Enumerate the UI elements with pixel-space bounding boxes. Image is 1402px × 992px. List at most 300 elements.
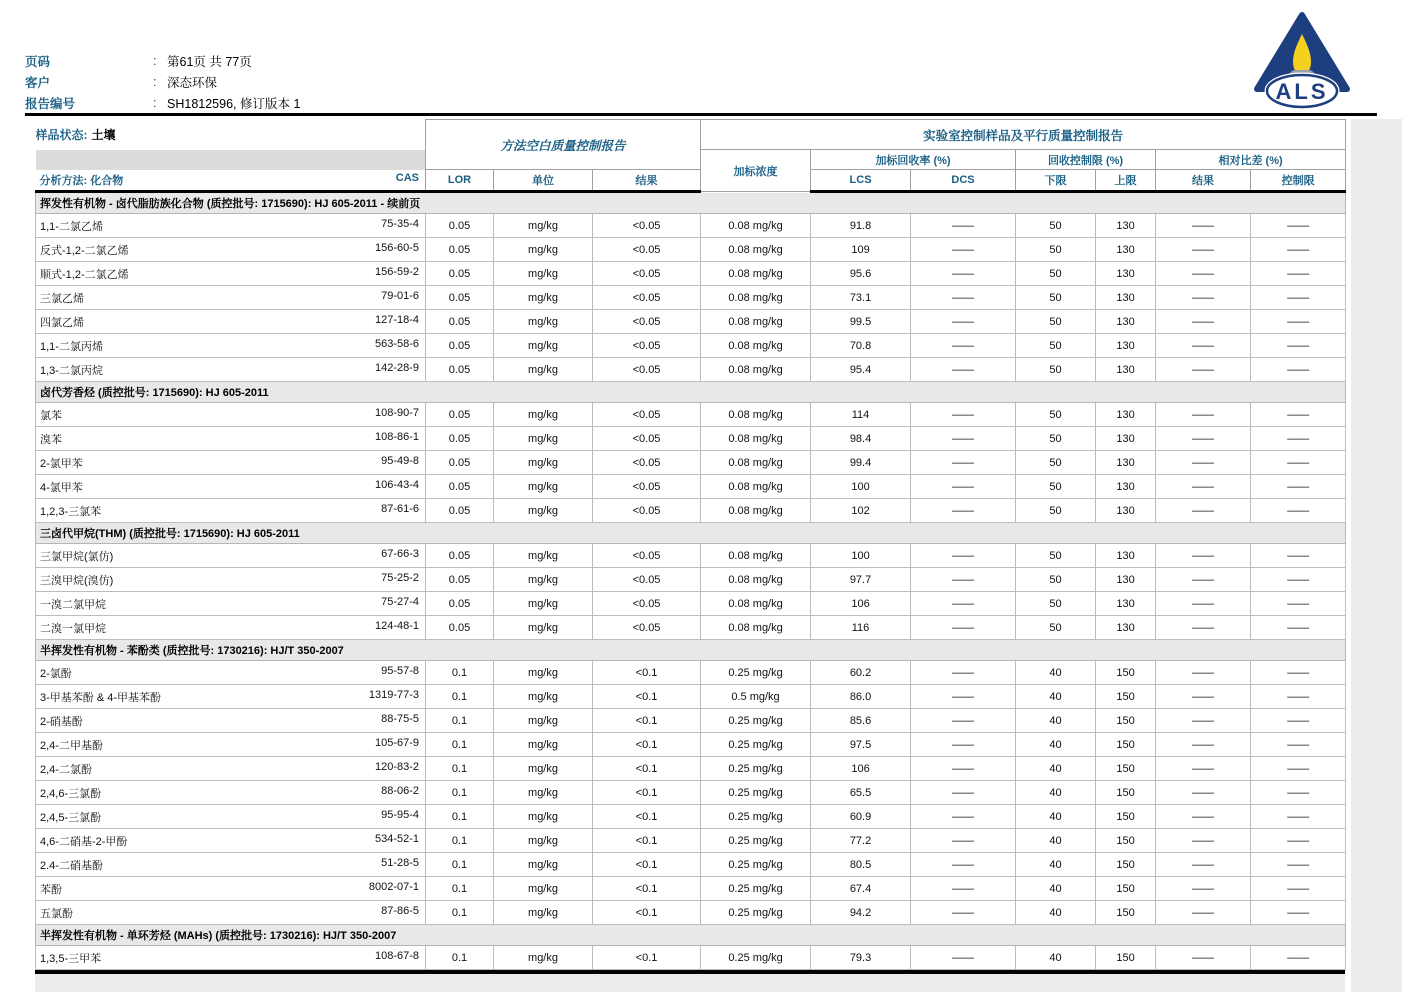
blank-result-cell: <0.1 <box>593 877 701 901</box>
rpd-limit-cell: —— <box>1251 661 1346 685</box>
rpd-limit-cell: —— <box>1251 310 1346 334</box>
compound-cell <box>36 451 426 475</box>
compound-cell <box>36 214 426 238</box>
separator: : <box>153 95 157 110</box>
table-row <box>36 805 1346 829</box>
upper-limit-cell: 150 <box>1096 781 1156 805</box>
spike-conc-cell: 0.25 mg/kg <box>701 829 811 853</box>
lower-limit-cell: 50 <box>1016 403 1096 427</box>
spike-conc-cell: 0.08 mg/kg <box>701 499 811 523</box>
upper-limit-cell: 130 <box>1096 544 1156 568</box>
compound-name: 氯苯 <box>40 409 62 422</box>
rpd-limit-cell: —— <box>1251 616 1346 640</box>
lower-limit-cell: 50 <box>1016 427 1096 451</box>
rpd-result-cell: —— <box>1156 544 1251 568</box>
qc-table-wrap <box>35 119 1345 992</box>
blank-result-cell: <0.1 <box>593 661 701 685</box>
compound-name: 反式-1,2-二氯乙烯 <box>40 244 129 257</box>
compound-name: 1,3,5-三甲苯 <box>40 952 102 965</box>
compound-name: 1,2,3-三氯苯 <box>40 505 102 518</box>
lor-cell: 0.05 <box>426 334 494 358</box>
rpd-limit-cell: —— <box>1251 358 1346 382</box>
dcs-recovery-cell: —— <box>911 544 1016 568</box>
compound-name: 2-氯甲苯 <box>40 457 83 470</box>
lcs-recovery-cell: 73.1 <box>811 286 911 310</box>
lor-cell: 0.05 <box>426 286 494 310</box>
upper-limit-cell: 130 <box>1096 427 1156 451</box>
als-logo-icon <box>1252 10 1352 112</box>
lower-limit-cell: 50 <box>1016 544 1096 568</box>
cas-number: 8002-07-1 <box>368 880 420 893</box>
blank-result-cell: <0.1 <box>593 853 701 877</box>
rpd-result-cell: —— <box>1156 616 1251 640</box>
lor-cell: 0.05 <box>426 214 494 238</box>
rpd-result-cell: —— <box>1156 946 1251 970</box>
dcs-recovery-cell: —— <box>911 334 1016 358</box>
dcs-recovery-cell: —— <box>911 805 1016 829</box>
upper-limit-cell: 130 <box>1096 214 1156 238</box>
compound-cell <box>36 403 426 427</box>
spike-conc-cell: 0.25 mg/kg <box>701 853 811 877</box>
compound-name: 2.4-二硝基酚 <box>40 859 103 872</box>
lor-cell: 0.1 <box>426 685 494 709</box>
upper-limit-cell: 130 <box>1096 568 1156 592</box>
rpd-limit-cell: —— <box>1251 238 1346 262</box>
dcs-recovery-cell: —— <box>911 238 1016 262</box>
compound-name: 2-氯酚 <box>40 667 72 680</box>
table-row <box>36 901 1346 925</box>
compound-cell <box>36 334 426 358</box>
blank-result-cell: <0.05 <box>593 334 701 358</box>
blank-result-cell: <0.1 <box>593 805 701 829</box>
right-margin-strip <box>1351 119 1402 992</box>
upper-limit-cell: 130 <box>1096 475 1156 499</box>
dcs-recovery-cell: —— <box>911 901 1016 925</box>
lor-cell: 0.05 <box>426 616 494 640</box>
spike-conc-header: 加标浓度 <box>701 150 811 192</box>
rpd-limit-cell: —— <box>1251 499 1346 523</box>
spike-conc-cell: 0.08 mg/kg <box>701 358 811 382</box>
table-row <box>36 214 1346 238</box>
cas-number: 79-01-6 <box>381 289 420 302</box>
blank-result-cell: <0.05 <box>593 616 701 640</box>
upper-limit-cell: 150 <box>1096 757 1156 781</box>
table-row <box>36 616 1346 640</box>
lcs-recovery-cell: 95.6 <box>811 262 911 286</box>
lower-limit-cell: 40 <box>1016 853 1096 877</box>
sample-state-label: 样品状态: <box>35 127 88 142</box>
blank-result-cell: <0.05 <box>593 475 701 499</box>
lower-limit-cell: 40 <box>1016 661 1096 685</box>
lor-cell: 0.05 <box>426 544 494 568</box>
compound-cell <box>36 661 426 685</box>
spike-conc-cell: 0.25 mg/kg <box>701 901 811 925</box>
compound-cell <box>36 805 426 829</box>
rpd-limit-cell: —— <box>1251 709 1346 733</box>
unit-cell: mg/kg <box>494 334 593 358</box>
rpd-limit-cell: —— <box>1251 733 1346 757</box>
lor-cell: 0.05 <box>426 358 494 382</box>
spike-conc-cell: 0.25 mg/kg <box>701 733 811 757</box>
compound-name: 溴苯 <box>40 433 62 446</box>
method-blank-report-title: 方法空白质量控制报告 <box>426 120 701 170</box>
cas-number: 563-58-6 <box>374 337 420 350</box>
lor-cell: 0.1 <box>426 946 494 970</box>
rpd-limit-cell: —— <box>1251 286 1346 310</box>
cas-number: 108-67-8 <box>374 949 420 962</box>
blank-result-cell: <0.1 <box>593 946 701 970</box>
dcs-recovery-cell: —— <box>911 475 1016 499</box>
table-row <box>36 853 1346 877</box>
rpd-limit-cell: —— <box>1251 805 1346 829</box>
rpd-limit-cell: —— <box>1251 451 1346 475</box>
lor-cell: 0.1 <box>426 901 494 925</box>
spike-conc-cell: 0.25 mg/kg <box>701 877 811 901</box>
rpd-result-cell: —— <box>1156 901 1251 925</box>
rpd-limit-cell: —— <box>1251 262 1346 286</box>
upper-limit-cell: 130 <box>1096 238 1156 262</box>
upper-limit-cell: 130 <box>1096 403 1156 427</box>
unit-cell: mg/kg <box>494 781 593 805</box>
lcs-recovery-cell: 79.3 <box>811 946 911 970</box>
cas-number: 95-57-8 <box>381 664 420 677</box>
dcs-recovery-cell: —— <box>911 781 1016 805</box>
dcs-recovery-cell: —— <box>911 499 1016 523</box>
compound-name: 三溴甲烷(溴仿) <box>40 574 114 587</box>
compound-cell <box>36 709 426 733</box>
unit-cell: mg/kg <box>494 946 593 970</box>
compound-cell <box>36 544 426 568</box>
cas-number: 106-43-4 <box>374 478 420 491</box>
upper-limit-cell: 150 <box>1096 877 1156 901</box>
upper-limit-cell: 130 <box>1096 334 1156 358</box>
cas-number: 88-75-5 <box>381 712 420 725</box>
lower-limit-cell: 50 <box>1016 475 1096 499</box>
rpd-result-cell: —— <box>1156 286 1251 310</box>
compound-name: 4-氯甲苯 <box>40 481 83 494</box>
lower-limit-cell: 50 <box>1016 568 1096 592</box>
compound-cell <box>36 733 426 757</box>
section-title: 三卤代甲烷(THM) (质控批号: 1715690): HJ 605-2011 <box>36 523 1346 544</box>
compound-cell <box>36 475 426 499</box>
cas-number: 127-18-4 <box>374 313 420 326</box>
lcs-recovery-cell: 77.2 <box>811 829 911 853</box>
lcs-recovery-cell: 67.4 <box>811 877 911 901</box>
upper-limit-cell: 130 <box>1096 286 1156 310</box>
section-title: 半挥发性有机物 - 苯酚类 (质控批号: 1730216): HJ/T 350-2007 <box>36 640 1346 661</box>
lor-cell: 0.05 <box>426 427 494 451</box>
rpd-result-cell: —— <box>1156 451 1251 475</box>
lower-limit-cell: 40 <box>1016 733 1096 757</box>
section-title: 半挥发性有机物 - 单环芳烃 (MAHs) (质控批号: 1730216): HJ/T 350-2007 <box>36 925 1346 946</box>
blank-result-cell: <0.05 <box>593 592 701 616</box>
table-row <box>36 238 1346 262</box>
upper-limit-header: 上限 <box>1096 170 1156 192</box>
compound-cell <box>36 358 426 382</box>
lor-cell: 0.1 <box>426 709 494 733</box>
unit-cell: mg/kg <box>494 475 593 499</box>
rpd-result-cell: —— <box>1156 685 1251 709</box>
compound-name: 2,4-二氯酚 <box>40 763 92 776</box>
lcs-recovery-cell: 116 <box>811 616 911 640</box>
unit-cell: mg/kg <box>494 568 593 592</box>
rpd-limit-cell: —— <box>1251 475 1346 499</box>
rpd-result-cell: —— <box>1156 877 1251 901</box>
rpd-result-cell: —— <box>1156 661 1251 685</box>
unit-cell: mg/kg <box>494 262 593 286</box>
compound-name: 五氯酚 <box>40 907 73 920</box>
unit-cell: mg/kg <box>494 829 593 853</box>
section-header-row <box>36 523 1346 544</box>
upper-limit-cell: 150 <box>1096 709 1156 733</box>
compound-name: 三氯乙烯 <box>40 292 84 305</box>
rpd-result-cell: —— <box>1156 853 1251 877</box>
lcs-recovery-cell: 95.4 <box>811 358 911 382</box>
blank-result-cell: <0.1 <box>593 757 701 781</box>
lcs-recovery-cell: 91.8 <box>811 214 911 238</box>
lor-cell: 0.05 <box>426 592 494 616</box>
compound-cell <box>36 685 426 709</box>
blank-result-cell: <0.05 <box>593 310 701 334</box>
section-header-row <box>36 192 1346 214</box>
rpd-limit-header: 控制限 <box>1251 170 1346 192</box>
rpd-result-cell: —— <box>1156 403 1251 427</box>
dcs-recovery-cell: —— <box>911 451 1016 475</box>
lcs-recovery-cell: 102 <box>811 499 911 523</box>
unit-cell: mg/kg <box>494 214 593 238</box>
compound-name: 2-硝基酚 <box>40 715 83 728</box>
unit-cell: mg/kg <box>494 499 593 523</box>
table-row <box>36 310 1346 334</box>
table-row <box>36 568 1346 592</box>
cas-header: CAS <box>395 171 420 184</box>
lor-cell: 0.05 <box>426 568 494 592</box>
method-compound-header <box>36 170 426 192</box>
spike-conc-cell: 0.08 mg/kg <box>701 451 811 475</box>
blank-result-cell: <0.05 <box>593 262 701 286</box>
compound-name: 2,4,5-三氯酚 <box>40 811 102 824</box>
info-row-client <box>25 71 300 92</box>
blank-result-cell: <0.05 <box>593 238 701 262</box>
spike-conc-cell: 0.08 mg/kg <box>701 544 811 568</box>
lcs-recovery-cell: 60.2 <box>811 661 911 685</box>
unit-cell: mg/kg <box>494 310 593 334</box>
compound-name: 二溴一氯甲烷 <box>40 622 106 635</box>
upper-limit-cell: 130 <box>1096 358 1156 382</box>
cas-number: 142-28-9 <box>374 361 420 374</box>
table-row <box>36 781 1346 805</box>
lcs-recovery-cell: 98.4 <box>811 427 911 451</box>
lor-cell: 0.1 <box>426 781 494 805</box>
rpd-result-cell: —— <box>1156 358 1251 382</box>
blank-result-cell: <0.05 <box>593 544 701 568</box>
lower-limit-cell: 50 <box>1016 214 1096 238</box>
dcs-recovery-cell: —— <box>911 358 1016 382</box>
lcs-recovery-cell: 70.8 <box>811 334 911 358</box>
rpd-limit-cell: —— <box>1251 427 1346 451</box>
cas-number: 108-86-1 <box>374 430 420 443</box>
section-title: 挥发性有机物 - 卤代脂肪族化合物 (质控批号: 1715690): HJ 605-2011 - 续前页 <box>36 192 1346 214</box>
dcs-recovery-cell: —— <box>911 616 1016 640</box>
table-row <box>36 262 1346 286</box>
unit-cell: mg/kg <box>494 238 593 262</box>
upper-limit-cell: 150 <box>1096 805 1156 829</box>
blank-result-cell: <0.1 <box>593 829 701 853</box>
unit-cell: mg/kg <box>494 757 593 781</box>
lower-limit-cell: 40 <box>1016 709 1096 733</box>
logo-text: ALS <box>1275 79 1329 104</box>
cas-number: 67-66-3 <box>381 547 420 560</box>
cas-number: 87-61-6 <box>381 502 420 515</box>
spike-conc-cell: 0.08 mg/kg <box>701 214 811 238</box>
qc-table <box>35 119 1346 970</box>
info-row-report-no <box>25 92 300 113</box>
lower-limit-cell: 40 <box>1016 901 1096 925</box>
lor-cell: 0.1 <box>426 757 494 781</box>
unit-cell: mg/kg <box>494 853 593 877</box>
unit-cell: mg/kg <box>494 709 593 733</box>
lor-cell: 0.05 <box>426 499 494 523</box>
rpd-result-cell: —— <box>1156 475 1251 499</box>
rpd-limit-cell: —— <box>1251 901 1346 925</box>
table-header-row-1 <box>36 120 1346 150</box>
compound-cell <box>36 238 426 262</box>
compound-cell <box>36 901 426 925</box>
recovery-limits-header: 回收控制限 (%) <box>1016 150 1156 170</box>
spike-conc-cell: 0.08 mg/kg <box>701 568 811 592</box>
compound-cell <box>36 616 426 640</box>
compound-name: 2,4,6-三氯酚 <box>40 787 102 800</box>
rpd-limit-cell: —— <box>1251 685 1346 709</box>
method-compound-label: 分析方法: 化合物 <box>39 174 124 187</box>
upper-limit-cell: 150 <box>1096 901 1156 925</box>
lcs-recovery-cell: 99.5 <box>811 310 911 334</box>
rpd-result-cell: —— <box>1156 781 1251 805</box>
cas-number: 75-27-4 <box>381 595 420 608</box>
lor-cell: 0.05 <box>426 310 494 334</box>
rpd-result-cell: —— <box>1156 262 1251 286</box>
sample-state <box>36 120 426 150</box>
cas-number: 88-06-2 <box>381 784 420 797</box>
blank-result-cell: <0.1 <box>593 733 701 757</box>
dcs-recovery-cell: —— <box>911 733 1016 757</box>
dcs-header: DCS <box>911 170 1016 192</box>
cas-number: 120-83-2 <box>374 760 420 773</box>
lor-cell: 0.05 <box>426 451 494 475</box>
spike-conc-cell: 0.08 mg/kg <box>701 616 811 640</box>
dcs-recovery-cell: —— <box>911 592 1016 616</box>
dcs-recovery-cell: —— <box>911 310 1016 334</box>
lcs-recovery-cell: 114 <box>811 403 911 427</box>
rpd-result-cell: —— <box>1156 310 1251 334</box>
spike-conc-cell: 0.08 mg/kg <box>701 475 811 499</box>
dcs-recovery-cell: —— <box>911 853 1016 877</box>
unit-cell: mg/kg <box>494 616 593 640</box>
report-no-value: SH1812596, 修订版本 1 <box>167 96 301 111</box>
spike-conc-cell: 0.08 mg/kg <box>701 238 811 262</box>
rpd-result-cell: —— <box>1156 568 1251 592</box>
compound-name: 三氯甲烷(氯仿) <box>40 550 114 563</box>
lcs-recovery-cell: 97.7 <box>811 568 911 592</box>
compound-cell <box>36 781 426 805</box>
dcs-recovery-cell: —— <box>911 829 1016 853</box>
compound-cell <box>36 592 426 616</box>
cas-number: 124-48-1 <box>374 619 420 632</box>
table-row <box>36 451 1346 475</box>
rpd-result-cell: —— <box>1156 733 1251 757</box>
cas-number: 534-52-1 <box>374 832 420 845</box>
table-row <box>36 877 1346 901</box>
unit-header: 单位 <box>494 170 593 192</box>
lower-limit-cell: 40 <box>1016 685 1096 709</box>
cas-number: 75-25-2 <box>381 571 420 584</box>
cas-number: 108-90-7 <box>374 406 420 419</box>
compound-cell <box>36 262 426 286</box>
blank-result-header: 结果 <box>593 170 701 192</box>
lower-limit-cell: 50 <box>1016 358 1096 382</box>
upper-limit-cell: 130 <box>1096 616 1156 640</box>
compound-cell <box>36 757 426 781</box>
compound-cell <box>36 877 426 901</box>
rpd-limit-cell: —— <box>1251 403 1346 427</box>
unit-cell: mg/kg <box>494 592 593 616</box>
cas-number: 87-86-5 <box>381 904 420 917</box>
compound-cell <box>36 568 426 592</box>
dcs-recovery-cell: —— <box>911 427 1016 451</box>
lab-control-report-title: 实验室控制样品及平行质量控制报告 <box>701 120 1346 150</box>
table-row <box>36 475 1346 499</box>
cas-number: 75-35-4 <box>381 217 420 230</box>
table-row <box>36 403 1346 427</box>
compound-name: 四氯乙烯 <box>40 316 84 329</box>
unit-cell: mg/kg <box>494 358 593 382</box>
sample-state-value: 土壤 <box>91 127 116 142</box>
rpd-limit-cell: —— <box>1251 544 1346 568</box>
lcs-recovery-cell: 94.2 <box>811 901 911 925</box>
lower-limit-cell: 50 <box>1016 238 1096 262</box>
cas-number: 1319-77-3 <box>368 688 420 701</box>
section-header-row <box>36 640 1346 661</box>
lower-limit-cell: 40 <box>1016 877 1096 901</box>
table-row <box>36 334 1346 358</box>
lower-limit-cell: 40 <box>1016 946 1096 970</box>
blank-result-cell: <0.05 <box>593 427 701 451</box>
spike-conc-cell: 0.08 mg/kg <box>701 334 811 358</box>
table-header-row-3 <box>36 170 1346 192</box>
compound-cell <box>36 829 426 853</box>
lcs-recovery-cell: 106 <box>811 592 911 616</box>
lor-cell: 0.1 <box>426 661 494 685</box>
lor-header: LOR <box>426 170 494 192</box>
lor-cell: 0.05 <box>426 262 494 286</box>
table-row <box>36 592 1346 616</box>
spike-conc-cell: 0.25 mg/kg <box>701 709 811 733</box>
spike-conc-cell: 0.08 mg/kg <box>701 427 811 451</box>
compound-name: 1,1-二氯丙烯 <box>40 340 103 353</box>
spike-conc-cell: 0.5 mg/kg <box>701 685 811 709</box>
blank-result-cell: <0.05 <box>593 286 701 310</box>
spike-conc-cell: 0.08 mg/kg <box>701 310 811 334</box>
lower-limit-cell: 50 <box>1016 334 1096 358</box>
lower-limit-cell: 40 <box>1016 805 1096 829</box>
blank-result-cell: <0.05 <box>593 214 701 238</box>
spike-recovery-header: 加标回收率 (%) <box>811 150 1016 170</box>
rpd-limit-cell: —— <box>1251 214 1346 238</box>
rpd-result-cell: —— <box>1156 427 1251 451</box>
spike-conc-cell: 0.08 mg/kg <box>701 403 811 427</box>
compound-name: 1,3-二氯丙烷 <box>40 364 103 377</box>
unit-cell: mg/kg <box>494 544 593 568</box>
